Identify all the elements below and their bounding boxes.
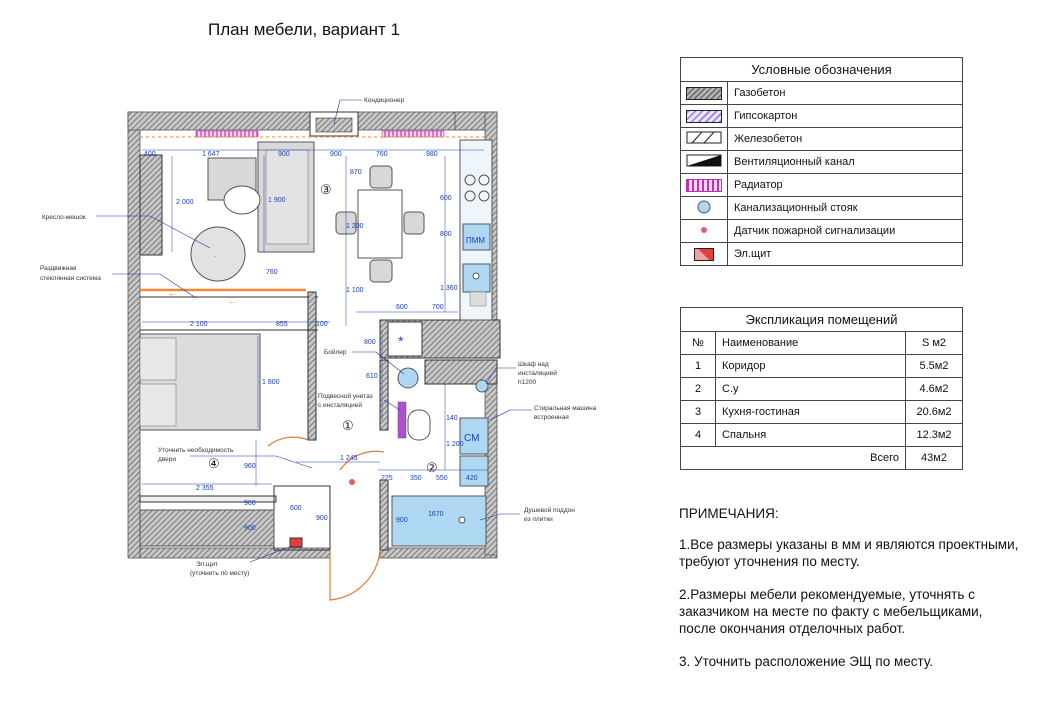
dim-label: 2 100 (190, 321, 208, 328)
reinforced-concrete-icon (686, 131, 722, 144)
row-area: 20.6м2 (906, 401, 963, 424)
radiator-icon (686, 179, 722, 192)
legend-label: Вентиляционный канал (728, 151, 963, 174)
label-cabinet-3: h1200 (518, 379, 537, 386)
radiator-1 (196, 131, 258, 137)
dim-label: 600 (290, 505, 302, 512)
room-number-2: ② (426, 460, 438, 475)
dim-label: 1670 (428, 511, 444, 518)
legend-row (681, 174, 963, 197)
svg-text:←: ← (228, 296, 237, 306)
dim-label: 900 (330, 151, 342, 158)
legend-label: Радиатор (728, 174, 963, 197)
dim-label: 2 000 (176, 199, 194, 206)
dim-label: 960 (244, 463, 256, 470)
label-hanging-1: Подвесной унитаз (318, 393, 373, 400)
legend-label: Канализационный стояк (728, 197, 963, 220)
legend-row (681, 151, 963, 174)
round-table (224, 186, 260, 214)
label-check-1: Уточнить необходимость (158, 447, 234, 454)
dim-label: 1 360 (440, 285, 458, 292)
dim-label: 400 (144, 151, 156, 158)
dim-label: 760 (376, 151, 388, 158)
dim-label: 600 (396, 304, 408, 311)
radiator-2 (382, 131, 444, 137)
legend-label: Гипсокартон (728, 105, 963, 128)
dim-label: 800 (440, 231, 452, 238)
boiler (388, 322, 422, 356)
dim-label: 855 (276, 321, 288, 328)
room-number-4: ④ (208, 456, 220, 471)
ventilation-duct-icon (686, 154, 722, 167)
table-row (681, 424, 963, 447)
legend-label: Датчик пожарной сигнализации (728, 220, 963, 243)
dim-label: 1 200 (446, 441, 464, 448)
bean-bag (191, 227, 245, 281)
label-washer-2: встроенная (534, 414, 569, 421)
total-value: 43м2 (906, 447, 963, 470)
electrical-panel (290, 538, 302, 547)
page-title: План мебели, вариант 1 (208, 20, 401, 39)
label-panel-2: (уточнить по месту) (190, 570, 250, 577)
label-bean-bag: Кресло-мешок (42, 214, 86, 221)
bedroom-door (268, 437, 308, 446)
column-area: S м2 (906, 332, 963, 355)
dim-label: 140 (446, 415, 458, 422)
table-row (681, 378, 963, 401)
row-name: С.у (716, 378, 906, 401)
dining-table (358, 190, 402, 258)
room-number-1: ① (342, 418, 354, 433)
room-number-bean-bag-marker: · (214, 253, 217, 260)
legend-row (681, 243, 963, 266)
legend-label: Железобетон (728, 128, 963, 151)
dim-label: 225 (381, 475, 393, 482)
row-area: 4.6м2 (906, 378, 963, 401)
dim-label: 350 (410, 475, 422, 482)
entrance-door (330, 550, 380, 600)
room-number-3: ③ (320, 182, 332, 197)
label-sliding-1: Раздвижная (40, 265, 77, 272)
label-boiler: Бойлер (324, 349, 347, 356)
legend-header: Условные обозначения (681, 58, 963, 82)
dim-label: 900 (316, 515, 328, 522)
label-sliding-2: стеклянная система (40, 275, 101, 282)
plan-labels (40, 97, 597, 577)
legend-row (681, 220, 963, 243)
dim-label: 900 (396, 517, 408, 524)
label-washer-1: Стиральная машина (534, 405, 597, 412)
legend-label: Газобетон (728, 82, 963, 105)
dim-label: 1 800 (262, 379, 280, 386)
washing-machine-label: СМ (464, 433, 480, 444)
electrical-panel-icon (694, 248, 714, 261)
dim-label: 2 355 (196, 485, 214, 492)
label-hanging-2: с инсталяцией (318, 402, 362, 409)
label-conditioner: Кондиционер (364, 97, 405, 104)
column-number: № (681, 332, 716, 355)
dim-label: 870 (350, 169, 362, 176)
dim-label: 550 (436, 475, 448, 482)
dim-label: 1 647 (202, 151, 220, 158)
legend-row (681, 128, 963, 151)
explication-header: Экспликация помещений (681, 308, 963, 332)
svg-text:←: ← (168, 288, 177, 298)
label-panel-1: Эл.щит (196, 561, 219, 568)
row-area: 12.3м2 (906, 424, 963, 447)
column-name: Наименование (716, 332, 906, 355)
explication-table (680, 307, 963, 470)
total-label: Всего (681, 447, 906, 470)
legend-row (681, 82, 963, 105)
legend-row (681, 105, 963, 128)
label-shower-1: Душевой поддон (524, 507, 575, 514)
dim-label: 600 (440, 195, 452, 202)
dim-label: 980 (426, 151, 438, 158)
dim-label: 960 (244, 500, 256, 507)
row-number: 4 (681, 424, 716, 447)
dim-label: 900 (278, 151, 290, 158)
legend-label: Эл.щит (728, 243, 963, 266)
toilet (408, 410, 430, 440)
dim-label: 760 (266, 269, 278, 276)
fire-sensor-icon (699, 225, 709, 235)
row-name: Коридор (716, 355, 906, 378)
total-row (681, 447, 963, 470)
dim-label: 100 (316, 321, 328, 328)
dim-label: 1 100 (346, 287, 364, 294)
svg-text:*: * (398, 333, 404, 349)
sewer-riser (398, 368, 418, 388)
table-row (681, 355, 963, 378)
sewer-riser-icon (696, 199, 712, 215)
row-area: 5.5м2 (906, 355, 963, 378)
label-cabinet-1: Шкаф над (518, 361, 549, 368)
note-item: 3. Уточнить расположение ЭЩ по месту. (679, 654, 933, 669)
dim-label: 800 (364, 339, 376, 346)
table-row (681, 401, 963, 424)
dim-label: 700 (432, 304, 444, 311)
note-item: 1.Все размеры указаны в мм и являются проектными, требуют уточнения по месту. (679, 537, 1019, 569)
notes-header: ПРИМЕЧАНИЯ: (679, 506, 779, 521)
label-check-2: двери (158, 456, 177, 463)
fire-sensor (349, 479, 355, 485)
dim-label: 420 (466, 475, 478, 482)
row-number: 1 (681, 355, 716, 378)
dim-label: 610 (366, 373, 378, 380)
note-item: 2.Размеры мебели рекомендуемые, уточнять с заказчиком на месте по факту с мебельщиками, после окончания отделочных работ. (679, 587, 983, 636)
wall-cabinet (140, 155, 162, 255)
drywall-hatch-icon (686, 110, 722, 123)
row-name: Спальня (716, 424, 906, 447)
dishwasher-label: ПММ (466, 236, 486, 245)
legend-row (681, 197, 963, 220)
legend-table (680, 57, 963, 266)
row-number: 3 (681, 401, 716, 424)
row-name: Кухня-гостиная (716, 401, 906, 424)
dim-label: 1 245 (340, 455, 358, 462)
row-number: 2 (681, 378, 716, 401)
dim-label: 1 200 (346, 223, 364, 230)
aerated-concrete-hatch-icon (686, 87, 722, 100)
dim-label: 900 (244, 525, 256, 532)
explication-columns (681, 332, 963, 355)
label-cabinet-2: инсталяцией (518, 370, 557, 377)
notes-section (679, 505, 1019, 686)
dim-label: 1 900 (268, 197, 286, 204)
label-shower-2: из плитки (524, 516, 553, 523)
